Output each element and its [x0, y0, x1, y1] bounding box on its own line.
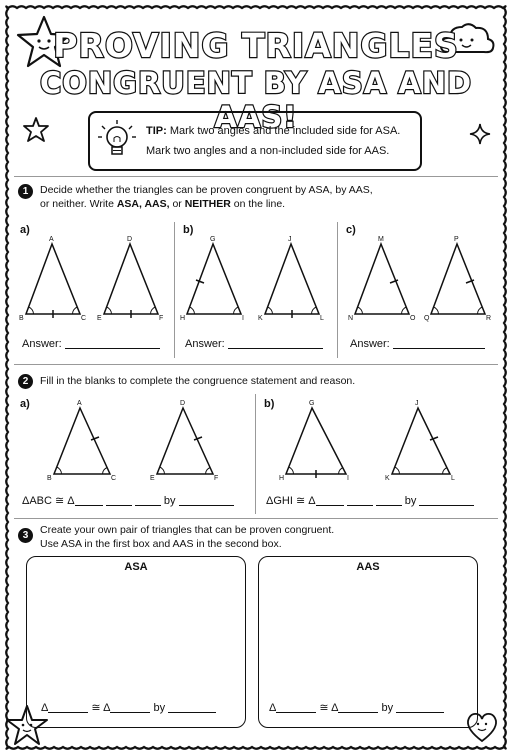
- tip-text-1: Mark two angles and the included side for ASA.: [169, 125, 401, 137]
- statement-label: ΔGHI ≅ Δ: [266, 495, 316, 507]
- triangle-def: [97, 236, 163, 322]
- tip-label: TIP:: [146, 125, 167, 137]
- vertex-label: B: [19, 315, 24, 322]
- triangle-ghi: [180, 236, 244, 322]
- vertex-label: I: [242, 315, 244, 322]
- lightbulb-icon: [96, 118, 138, 164]
- statement-label: ΔABC ≅ Δ: [22, 495, 75, 507]
- tip-box: [88, 111, 422, 171]
- part-label-2b: b): [264, 398, 275, 410]
- vertex-label: A: [49, 236, 54, 243]
- statement-aas: [269, 701, 444, 714]
- vertex-label: C: [111, 475, 117, 482]
- statement-blank[interactable]: [48, 712, 88, 713]
- divider: [14, 364, 498, 365]
- instr-text: or neither. Write: [40, 198, 117, 210]
- triangle-def-2: [150, 400, 218, 482]
- asa-drawing-box[interactable]: [26, 556, 246, 728]
- instr-text: on the line.: [230, 198, 286, 210]
- section-number-1: 1: [18, 184, 33, 199]
- triangle-mno: [348, 236, 416, 322]
- divider: [14, 176, 498, 177]
- vertex-label: E: [150, 475, 155, 482]
- by-label: by: [163, 495, 176, 507]
- divider: [14, 518, 498, 519]
- triangle-abc-2: [47, 400, 116, 482]
- statement-asa: [41, 701, 216, 714]
- by-label: by: [381, 702, 394, 714]
- answer-blank[interactable]: [65, 348, 160, 349]
- statement-blank[interactable]: [316, 505, 344, 506]
- vertex-label: M: [378, 236, 384, 243]
- statement-blank[interactable]: [110, 712, 150, 713]
- statement-blank[interactable]: [75, 505, 103, 506]
- vertex-label: F: [214, 475, 219, 482]
- page-subtitle: CONGRUENT BY ASA AND AAS!: [39, 66, 473, 134]
- section1-instructions-2: [40, 198, 285, 211]
- vertex-label: H: [279, 475, 285, 482]
- reason-blank[interactable]: [179, 505, 234, 506]
- instr-bold: NEITHER: [184, 198, 231, 210]
- section3-instructions-2: Use ASA in the first box and AAS in the second box.: [40, 538, 282, 550]
- vertex-label: H: [180, 315, 186, 322]
- part-label-2a: a): [20, 398, 30, 410]
- vertex-label: E: [97, 315, 102, 322]
- answer-label: Answer:: [185, 338, 225, 350]
- statement-label: Δ: [41, 702, 49, 714]
- section1-triangles: [0, 222, 512, 332]
- page-title: PROVING TRIANGLES: [53, 26, 459, 65]
- statement-blank[interactable]: [376, 505, 402, 506]
- statement-2a: [22, 494, 234, 507]
- triangle-jkl: [258, 236, 324, 322]
- statement-label: ≅ Δ: [319, 702, 339, 714]
- statement-blank[interactable]: [276, 712, 316, 713]
- vertex-label: L: [320, 315, 324, 322]
- section3-instructions-1: Create your own pair of triangles that can be proven congruent.: [40, 524, 335, 536]
- part-label-1b: b): [183, 224, 194, 236]
- section1-instructions-1: Decide whether the triangles can be proven congruent by ASA, by AAS,: [40, 184, 373, 196]
- statement-label: ≅ Δ: [91, 702, 111, 714]
- triangle-pqr: [424, 236, 491, 322]
- section2-instructions: Fill in the blanks to complete the congruence statement and reason.: [40, 375, 356, 387]
- vertex-label: B: [47, 475, 52, 482]
- section2-triangles: [0, 394, 512, 486]
- statement-blank[interactable]: [106, 505, 132, 506]
- answer-1b: [185, 338, 323, 350]
- triangle-jkl-2: [385, 400, 455, 482]
- section-number-2: 2: [18, 374, 33, 389]
- vertex-label: D: [180, 400, 186, 407]
- answer-label: Answer:: [22, 338, 62, 350]
- vertex-label: O: [410, 315, 416, 322]
- instr-bold: ASA, AAS,: [116, 198, 170, 210]
- section-number-3: 3: [18, 528, 33, 543]
- vertex-label: P: [454, 236, 459, 243]
- part-label-1a: a): [20, 224, 30, 236]
- instr-text: or: [169, 198, 185, 210]
- vertex-label: G: [210, 236, 216, 243]
- answer-blank[interactable]: [393, 348, 485, 349]
- by-label: by: [404, 495, 417, 507]
- vertex-label: J: [288, 236, 292, 243]
- vertex-label: G: [309, 400, 315, 407]
- vertex-label: K: [258, 315, 263, 322]
- vertex-label: R: [486, 315, 492, 322]
- vertex-label: F: [159, 315, 164, 322]
- tip-text-2: Mark two angles and a non-included side for AAS.: [146, 145, 390, 157]
- statement-blank[interactable]: [338, 712, 378, 713]
- aas-drawing-box[interactable]: [258, 556, 478, 728]
- statement-label: Δ: [269, 702, 277, 714]
- vertex-label: A: [77, 400, 82, 407]
- vertex-label: D: [127, 236, 133, 243]
- statement-blank[interactable]: [135, 505, 161, 506]
- reason-blank[interactable]: [419, 505, 474, 506]
- vertex-label: K: [385, 475, 390, 482]
- reason-blank[interactable]: [168, 712, 216, 713]
- reason-blank[interactable]: [396, 712, 444, 713]
- by-label: by: [153, 702, 166, 714]
- answer-label: Answer:: [350, 338, 390, 350]
- part-label-1c: c): [346, 224, 356, 236]
- tip-line-1: [146, 124, 400, 138]
- box-title: ASA: [124, 561, 148, 573]
- box-title: AAS: [356, 561, 380, 573]
- vertex-label: J: [415, 400, 419, 407]
- vertex-label: L: [451, 475, 455, 482]
- vertex-label: Q: [424, 315, 430, 322]
- answer-blank[interactable]: [228, 348, 323, 349]
- vertex-label: C: [81, 315, 87, 322]
- triangle-ghi-2: [279, 400, 349, 482]
- answer-1a: [22, 338, 160, 350]
- statement-2b: [266, 494, 474, 507]
- vertex-label: N: [348, 315, 354, 322]
- statement-blank[interactable]: [347, 505, 373, 506]
- triangle-abc: [19, 236, 86, 322]
- answer-1c: [350, 338, 485, 350]
- vertex-label: I: [347, 475, 349, 482]
